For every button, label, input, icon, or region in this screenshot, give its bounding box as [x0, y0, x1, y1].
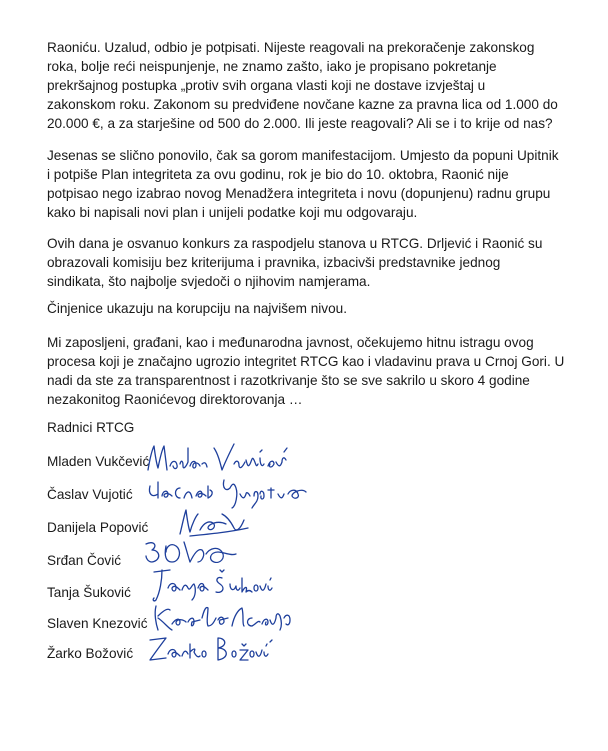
text-line: obrazovali komisiju bez kriterijuma i pravnika, izbacivši predstavnike jednog	[47, 255, 501, 270]
text-line: procesa koji je značajno ugrozio integritet RTCG kao i vladavinu prava u Crnoj Gori. U	[47, 354, 565, 369]
text-line: kako bi napisali novi plan i unijeli podatke koji mu odgovaraju.	[47, 205, 418, 220]
signatory-name: Srđan Čović	[47, 553, 122, 568]
text-line: Jesenas se slično ponovilo, čak sa gorom manifestacijom. Umjesto da popuni Upitnik	[47, 148, 559, 163]
signatory-name: Časlav Vujotić	[47, 487, 133, 502]
paragraph-5	[47, 333, 577, 409]
text-line: Mi zaposljeni, građani, kao i međunarodna javnost, očekujemo hitnu istragu ovog	[47, 335, 534, 350]
text-line: sindikata, što najbolje svjedoči o njihovim namjerama.	[47, 274, 371, 289]
paragraph-3	[47, 234, 577, 291]
signatory-name: Danijela Popović	[47, 520, 149, 535]
text-line: nadi da ste za transparentnost i razotkrivanje što se sve sakrilo u skoro 4 godine	[47, 373, 530, 388]
signatory-name: Slaven Knezović	[47, 616, 148, 631]
paragraph-2	[47, 146, 577, 222]
signature-danijela-popovic	[170, 506, 260, 540]
text-line: potpisao nego izabrao novog Menadžera integriteta i novu (dopunjenu) radnu grupu	[47, 186, 551, 201]
text-line: prekršajnog postupka „protiv svih organa vlasti koji ne dostave izvještaj u	[47, 78, 486, 93]
text-line: zakonskom roku. Zakonom su predviđene novčane kazne za pravna lica od 1.000 do	[47, 97, 558, 112]
text-line: i potpiše Plan integriteta za ovu godinu, rok je bio do 10. oktobra, Raonić nije	[47, 167, 509, 182]
signatory-name: Mladen Vukčević	[47, 454, 150, 469]
text-line: Raoniću. Uzalud, odbio je potpisati. Nijeste reagovali na prekoračenje zakonskog	[47, 40, 535, 55]
text-line: roka, bolje reći neispunjenje, ne znamo zašto, iako je propisano pokretanje	[47, 59, 497, 74]
signatory-name: Žarko Božović	[47, 646, 134, 661]
paragraph-1	[47, 38, 577, 133]
paragraph-4	[47, 299, 577, 318]
signature-srdjan-covic	[140, 536, 250, 570]
signature-caslav-vujotic	[146, 474, 316, 510]
signatory-name: Tanja Šuković	[47, 585, 131, 600]
signature-zarko-bozovic	[146, 632, 276, 666]
text-line: 20.000 €, a za starješine od 500 do 2.000. Ili jeste reagovali? Ali se i to krije od nas?	[47, 116, 553, 131]
signature-slaven-knezovic	[148, 600, 298, 636]
text-line: Ovih dana je osvanuo konkurs za raspodjelu stanova u RTCG. Drljević i Raonić su	[47, 236, 543, 251]
group-label: Radnici RTCG	[47, 420, 135, 435]
text-line: nezakonitog Raonićevog direktorovanja …	[47, 392, 303, 407]
text-line: Činjenice ukazuju na korupciju na najvišem nivou.	[47, 301, 347, 316]
